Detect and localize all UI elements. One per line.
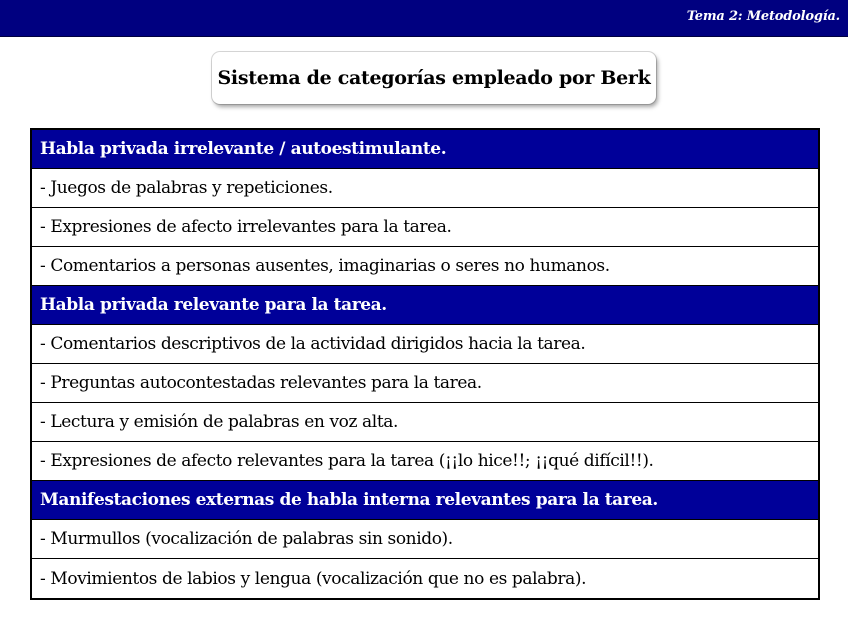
title-box (212, 52, 656, 104)
section-heading-irrelevant: Habla privada irrelevante / autoestimulante. (32, 130, 818, 169)
section-heading-relevant: Habla privada relevante para la tarea. (32, 286, 818, 325)
category-table (30, 128, 820, 600)
topic-label: Tema 2: Metodología. (686, 9, 840, 24)
section-heading-external: Manifestaciones externas de habla interna relevantes para la tarea. (32, 481, 818, 520)
table-row: - Expresiones de afecto relevantes para la tarea (¡¡lo hice!!; ¡¡qué difícil!!). (32, 442, 818, 481)
table-row: - Movimientos de labios y lengua (vocalización que no es palabra). (32, 559, 818, 598)
table-row: - Juegos de palabras y repeticiones. (32, 169, 818, 208)
table-row: - Expresiones de afecto irrelevantes para la tarea. (32, 208, 818, 247)
table-row: - Comentarios descriptivos de la actividad dirigidos hacia la tarea. (32, 325, 818, 364)
header-bar (0, 0, 848, 37)
table-row: - Lectura y emisión de palabras en voz alta. (32, 403, 818, 442)
table-row: - Comentarios a personas ausentes, imaginarias o seres no humanos. (32, 247, 818, 286)
table-row: - Murmullos (vocalización de palabras sin sonido). (32, 520, 818, 559)
slide-title: Sistema de categorías empleado por Berk (217, 67, 651, 89)
table-row: - Preguntas autocontestadas relevantes para la tarea. (32, 364, 818, 403)
